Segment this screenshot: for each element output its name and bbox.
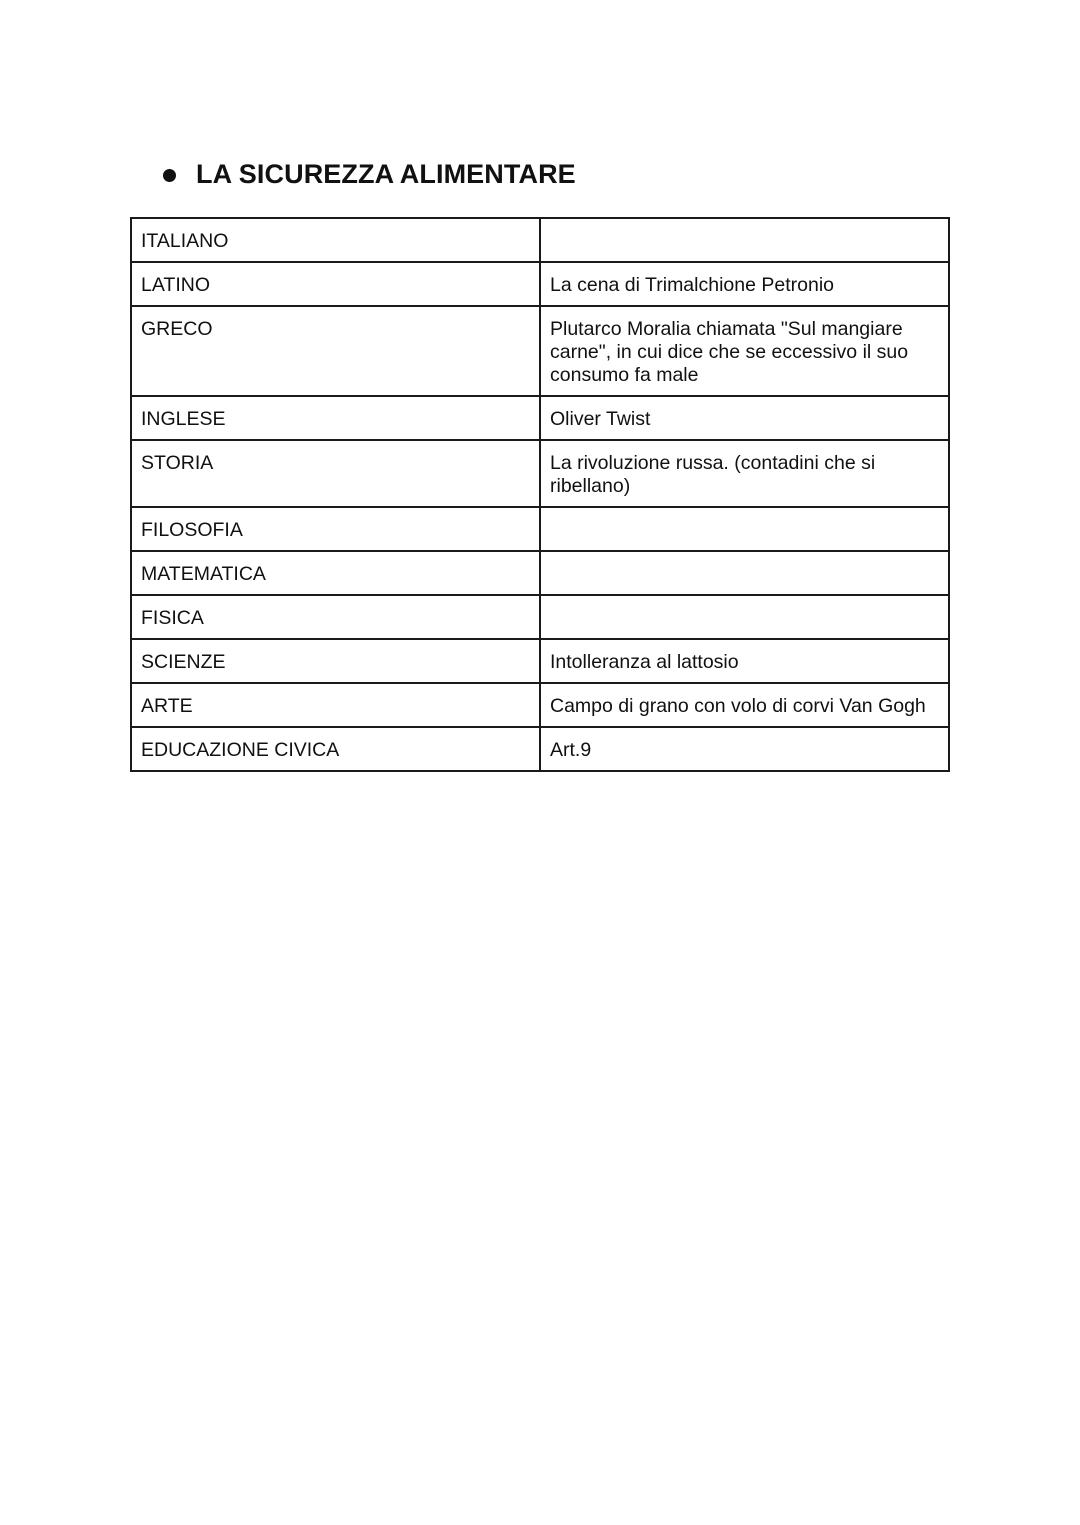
subject-cell: EDUCAZIONE CIVICA <box>131 727 540 771</box>
subject-cell: MATEMATICA <box>131 551 540 595</box>
topic-cell: La cena di Trimalchione Petronio <box>540 262 949 306</box>
subjects-table <box>130 217 950 772</box>
topic-cell: Art.9 <box>540 727 949 771</box>
table-row <box>131 551 949 595</box>
subject-cell: GRECO <box>131 306 540 396</box>
subject-cell: FILOSOFIA <box>131 507 540 551</box>
subject-cell: STORIA <box>131 440 540 507</box>
subject-cell: INGLESE <box>131 396 540 440</box>
section-heading <box>163 154 576 194</box>
table-row <box>131 306 949 396</box>
table-row <box>131 440 949 507</box>
topic-cell: La rivoluzione russa. (contadini che si ribellano) <box>540 440 949 507</box>
topic-cell: Intolleranza al lattosio <box>540 639 949 683</box>
topic-cell <box>540 218 949 262</box>
subject-cell: SCIENZE <box>131 639 540 683</box>
topic-cell: Campo di grano con volo di corvi Van Gogh <box>540 683 949 727</box>
table-row <box>131 507 949 551</box>
topic-cell <box>540 595 949 639</box>
subject-cell: LATINO <box>131 262 540 306</box>
topic-cell <box>540 507 949 551</box>
table-row <box>131 727 949 771</box>
topic-cell: Oliver Twist <box>540 396 949 440</box>
subject-cell: ITALIANO <box>131 218 540 262</box>
topic-cell: Plutarco Moralia chiamata "Sul mangiare carne", in cui dice che se eccessivo il suo consumo fa male <box>540 306 949 396</box>
table-row <box>131 683 949 727</box>
table-row <box>131 396 949 440</box>
subject-cell: FISICA <box>131 595 540 639</box>
table-row <box>131 639 949 683</box>
bullet-icon <box>163 169 176 182</box>
table-row <box>131 218 949 262</box>
table-row <box>131 262 949 306</box>
subject-cell: ARTE <box>131 683 540 727</box>
topic-cell <box>540 551 949 595</box>
table-row <box>131 595 949 639</box>
section-title: LA SICUREZZA ALIMENTARE <box>196 158 576 189</box>
